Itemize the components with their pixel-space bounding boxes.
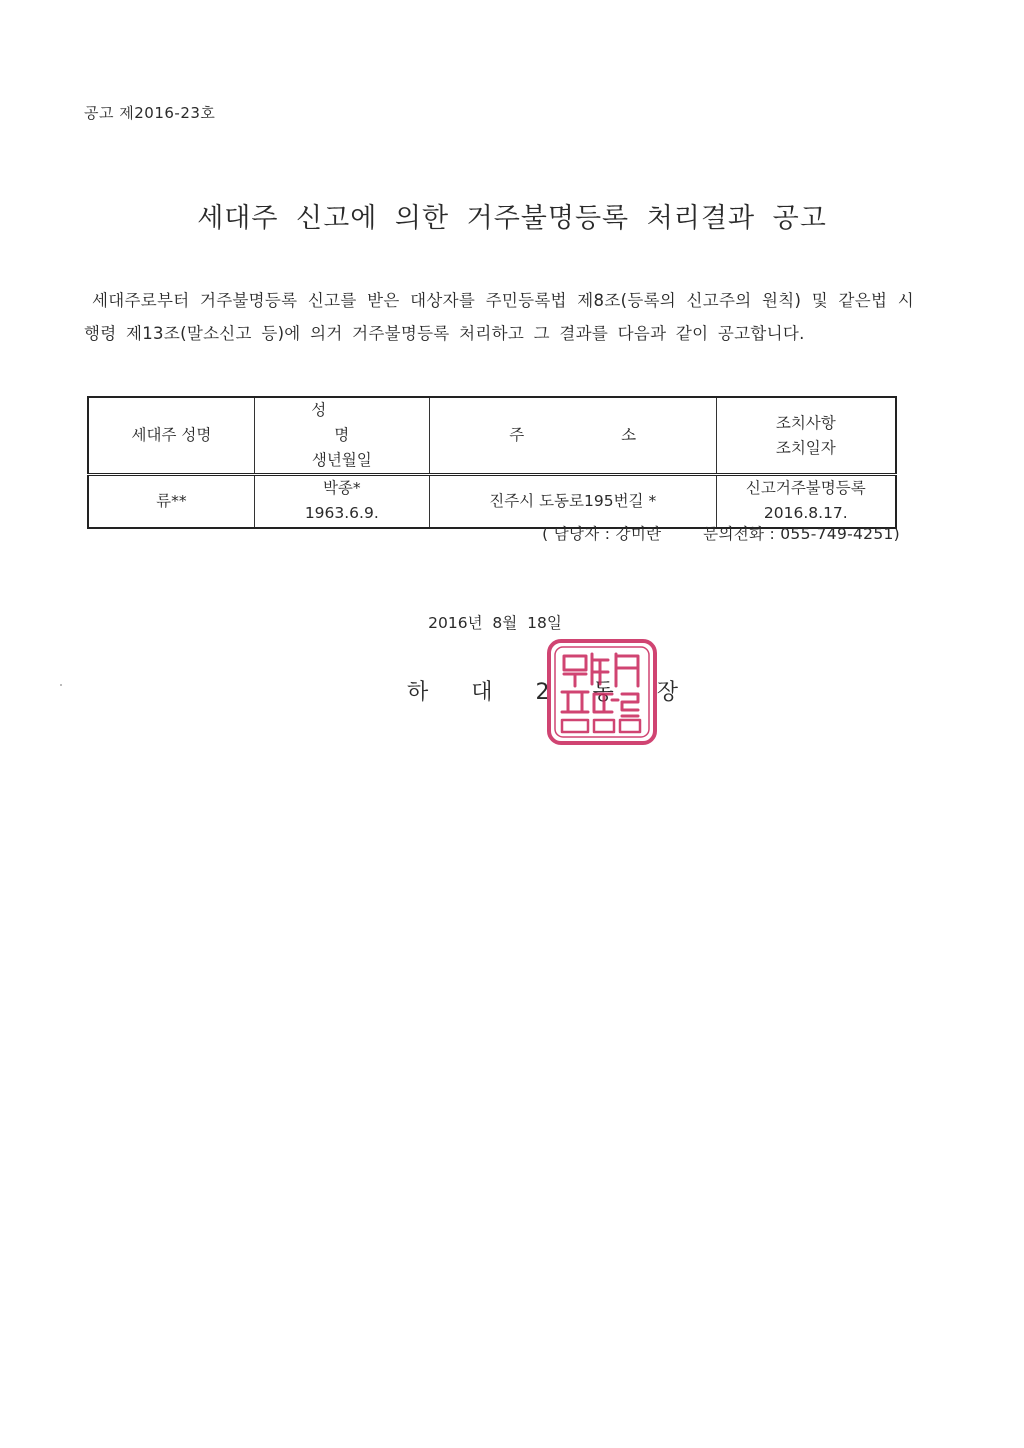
signer-title: 하 대 2 동 장 — [407, 680, 696, 705]
cell-householder: 류** — [88, 475, 254, 528]
cell-address: 진주시 도동로195번길 * — [429, 475, 716, 528]
header-name-birthdate — [254, 397, 429, 475]
header-householder: 세대주 성명 — [88, 397, 254, 475]
contact-info: ( 담당자 : 강미란 문의전화 : 055-749-4251) — [542, 525, 900, 543]
seal-icon — [546, 638, 658, 746]
header-address: 주 소 — [429, 397, 716, 475]
document-title: 세대주 신고에 의한 거주불명등록 처리결과 공고 — [197, 203, 827, 234]
notice-number: 공고 제2016-23호 — [84, 104, 216, 122]
cell-action-item: 신고거주불명등록 — [745, 479, 866, 498]
cell-name: 박종* — [322, 479, 361, 498]
notice-date: 2016년 8월 18일 — [428, 614, 562, 632]
header-action — [716, 397, 896, 475]
body-paragraph — [84, 284, 914, 350]
official-seal-stamp — [546, 638, 658, 746]
table-header-row — [88, 397, 896, 475]
body-text: 세대주로부터 거주불명등록 신고를 받은 대상자를 주민등록법 제8조(등록의 신고주의 원칙) 및 같은법 시행령 제13조(말소신고 등)에 의거 거주불명등록 처리하고 그 결과를 다음과 같이 공고합니다. — [84, 291, 914, 343]
table-row — [88, 475, 896, 528]
cell-action-date: 2016.8.17. — [763, 504, 848, 523]
result-table — [87, 396, 897, 529]
header-birthdate: 생년월일 — [311, 451, 372, 469]
header-name: 성 명 — [311, 401, 396, 444]
cell-name-birthdate — [254, 475, 429, 528]
cell-birthdate: 1963.6.9. — [304, 504, 379, 523]
header-action-date: 조치일자 — [775, 438, 836, 457]
cell-action — [716, 475, 896, 528]
header-action-item: 조치사항 — [775, 413, 836, 432]
scan-speck — [60, 684, 62, 686]
